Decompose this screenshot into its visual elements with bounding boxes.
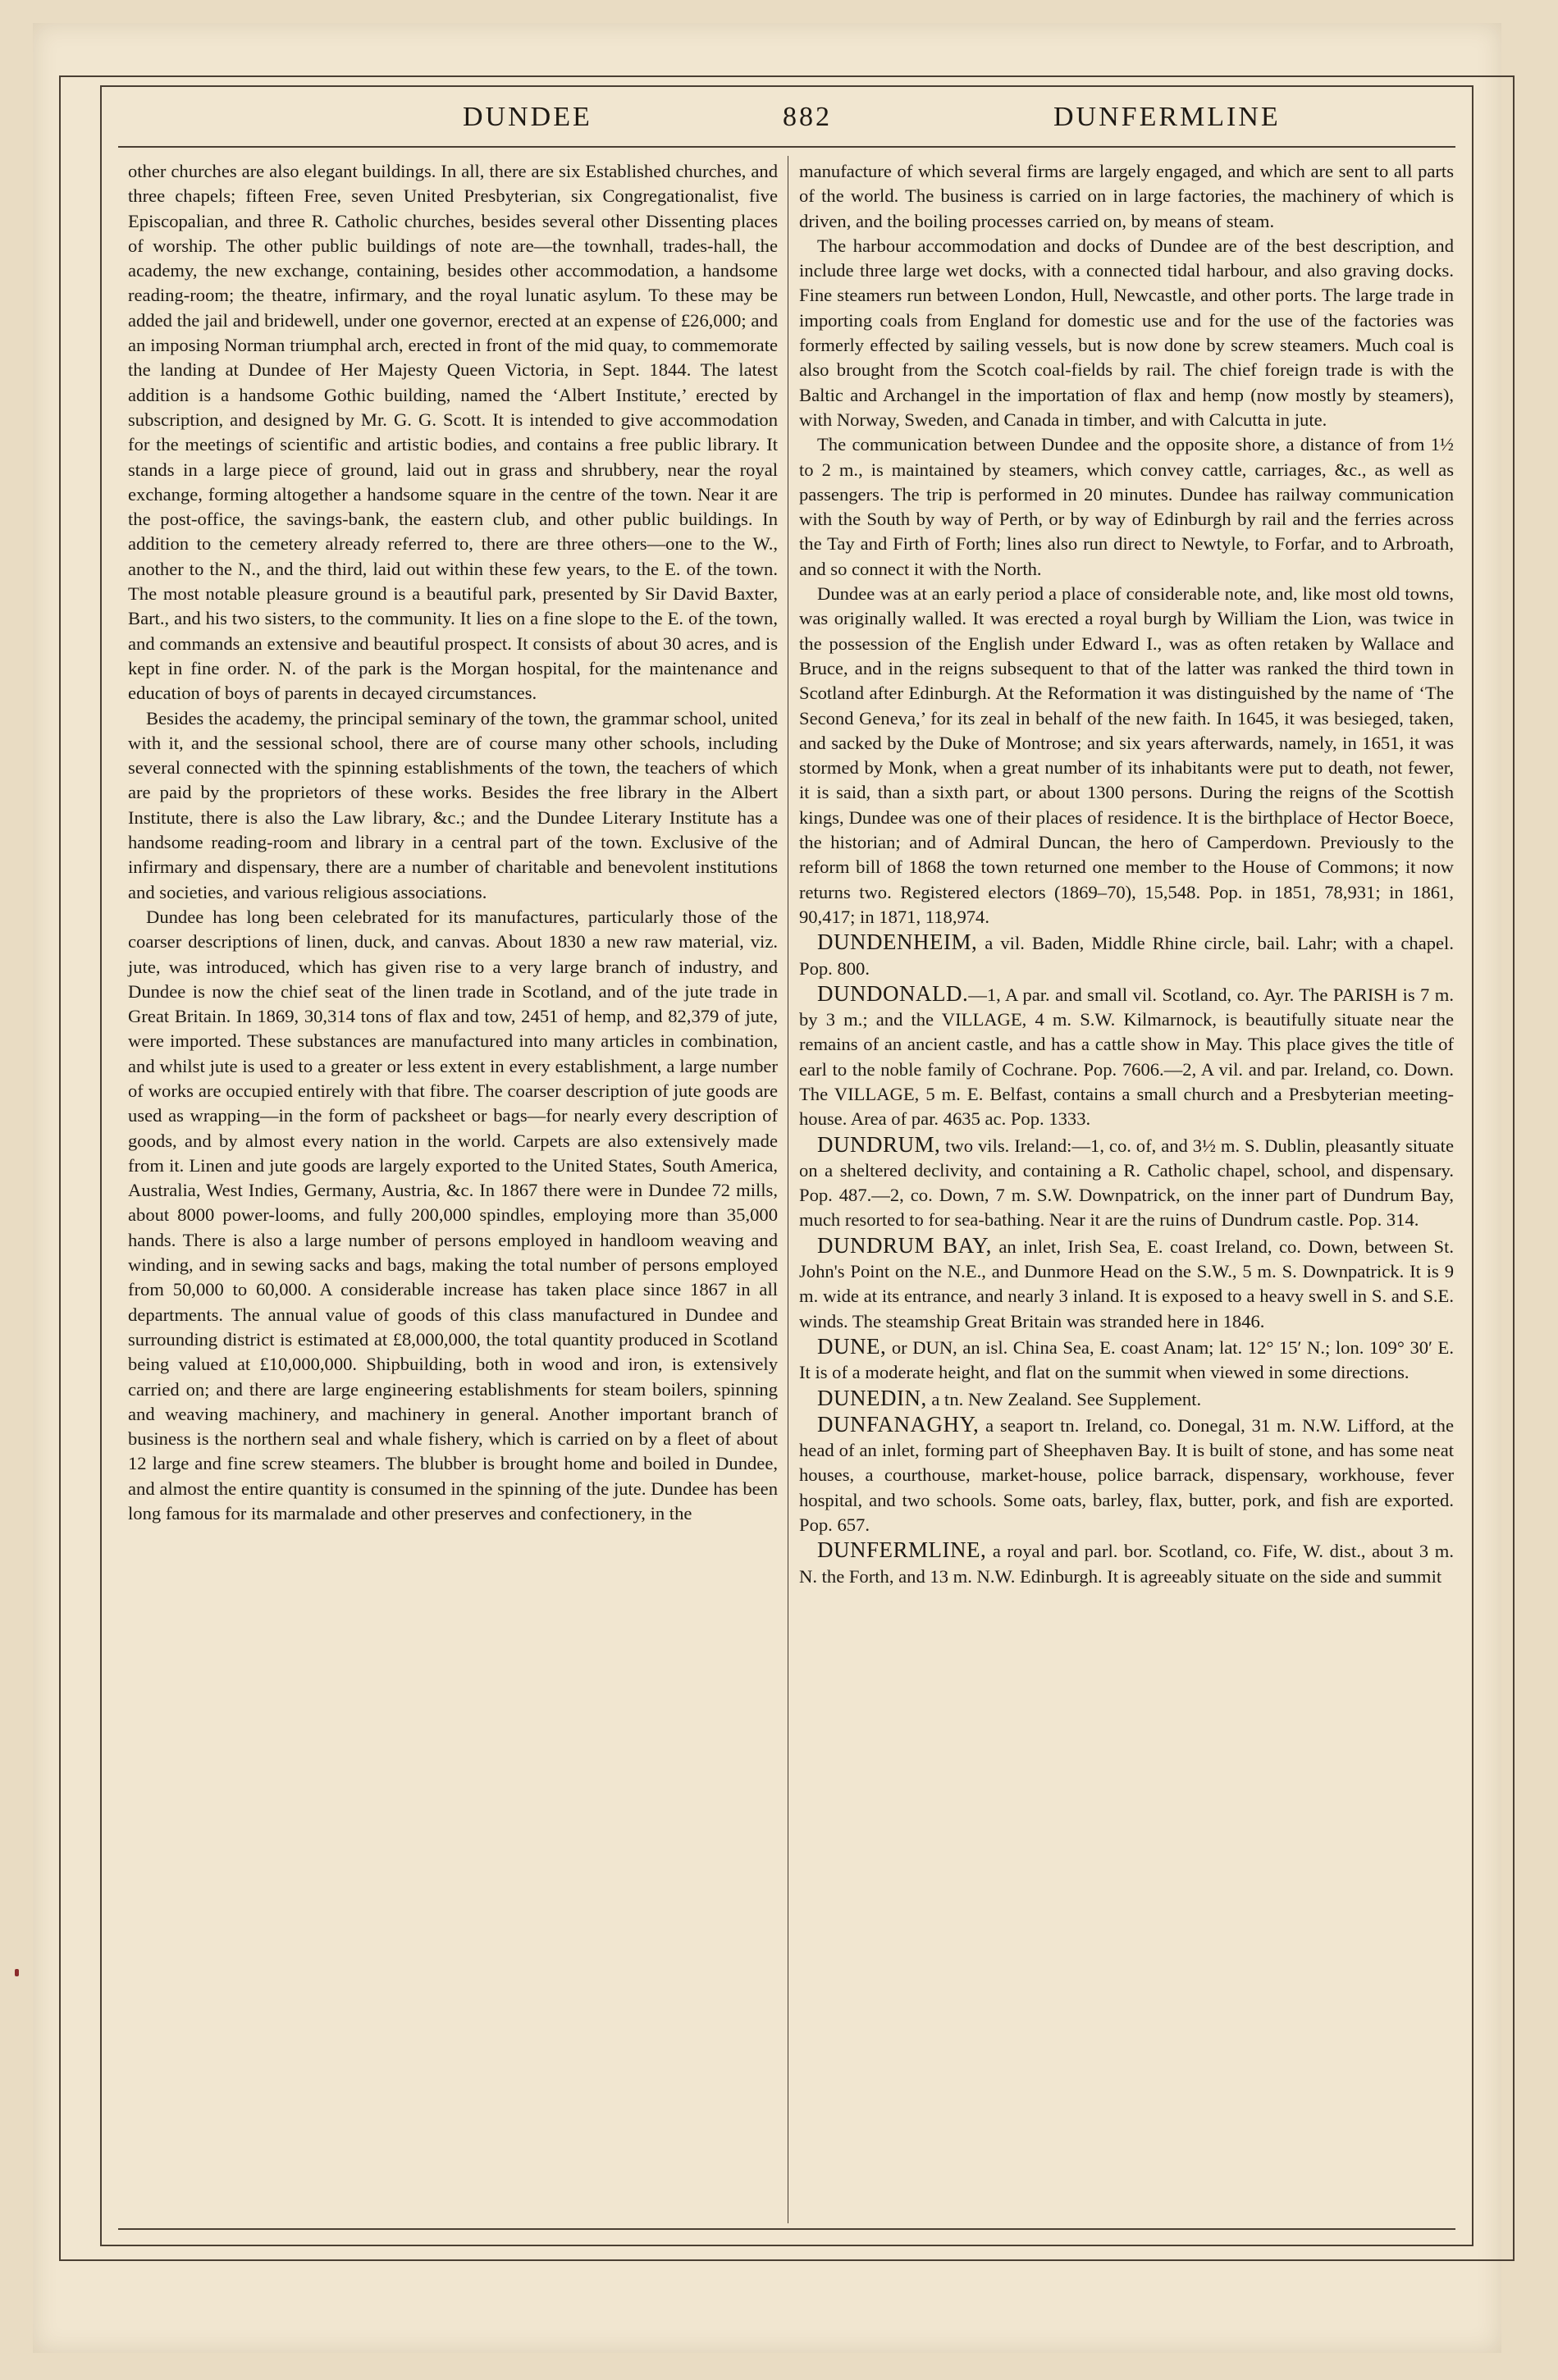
gazetteer-entry bbox=[799, 1132, 1454, 1233]
page-number: 882 bbox=[783, 102, 832, 132]
right-paragraph-2: The harbour accommodation and docks of Dundee are of the best description, and include three large wet docks, with a connected tidal harbour, and also graving docks. Fine steamers run between London, Hull, Newcastle, and other ports. The large trade in importing coals from England for domestic use and for the use of the factories was formerly effected by sailing vessels, but is now done by screw steamers. Much coal is also brought from the Scotch coal-fields by rail. The chief foreign trade is with the Baltic and Archangel in the importation of flax and hemp (now mostly by steamers), with Norway, Sweden, and Canada in timber, and with Calcutta in jute. bbox=[799, 235, 1454, 430]
entry-headword: DUNDRUM, bbox=[817, 1131, 941, 1157]
page-border-inner bbox=[100, 85, 1473, 2246]
running-header bbox=[102, 87, 1472, 144]
right-paragraph-3: The communication between Dundee and the opposite shore, a distance of from 1½ to 2 m., is maintained by steamers, which convey cattle, carriages, &c., as well as passengers. The trip is performed in 20 minutes. Dundee has railway communication with the South by way of Perth, or by way of Edinburgh by rail and the ferries across the Tay and Firth of Forth; lines also run direct to Newtyle, to Forfar, and to Arbroath, and so connect it with the North. bbox=[799, 434, 1454, 579]
entry-headword: DUNFANAGHY, bbox=[817, 1411, 980, 1437]
entry-headword: DUNDONALD. bbox=[817, 980, 969, 1006]
entry-text: —1, A par. and small vil. Scotland, co. Ayr. The PARISH is 7 m. by 3 m.; and the VILLAGE, 4 m. S.W. Kilmarnock, is beautifully situate near the remains of an ancient castle, and has a cattle show in May. This place gives the title of earl to the noble family of Cochrane. Pop. 7606.—2, A vil. and par. Ireland, co. Down. The VILLAGE, 5 m. E. Belfast, contains a small church and a Presbyterian meeting-house. Area of par. 4635 ac. Pop. 1333. bbox=[799, 984, 1454, 1130]
right-paragraph-4: Dundee was at an early period a place of considerable note, and, like most old towns, was originally walled. It was erected a royal burgh by William the Lion, was twice in the possession of the English under Edward I., was as often retaken by Wallace and Bruce, and in the reigns subsequent to that of the latter was ranked the third town in Scotland after Edinburgh. At the Reformation it was distinguished by the name of ‘The Second Geneva,’ for its zeal in behalf of the new faith. In 1645, it was besieged, taken, and sacked by the Duke of Montrose; and six years afterwards, namely, in 1651, it was stormed by Monk, when a great number of its inhabitants were put to death, not fewer, it is said, than a sixth part, or about 1300 persons. During the reigns of the Scottish kings, Dundee was one of their places of residence. It is the birthplace of Hector Boece, the historian; and of Admiral Duncan, the hero of Camperdown. Previously to the reform bill of 1868 the town returned one member to the House of Commons; it now returns two. Registered electors (1869–70), 15,548. Pop. in 1851, 78,931; in 1861, 90,417; in 1871, 118,974. bbox=[799, 583, 1454, 927]
gazetteer-entry bbox=[799, 930, 1454, 981]
left-paragraph-2: Besides the academy, the principal seminary of the town, the grammar school, united with it, and the sessional school, there are of course many other schools, including several connected with the spinning establishments of the town, the teachers of which are paid by the proprietors of these works. Besides the free library in the Albert Institute, there is also the Law library, &c.; and the Dundee Literary Institute has a handsome reading-room and library in a central part of the town. Exclusive of the infirmary and dispensary, there are a number of charitable and benevolent institutions and societies, and various religious associations. bbox=[128, 707, 778, 902]
entry-text: a seaport tn. Ireland, co. Donegal, 31 m. N.W. Lifford, at the head of an inlet, forming part of Sheephaven Bay. It is built of stone, and has some neat houses, a courthouse, market-house, police barrack, dispensary, workhouse, fever hospital, and two schools. Some oats, barley, flax, butter, pork, and fish are exported. Pop. 657. bbox=[799, 1414, 1454, 1536]
entry-headword: DUNDENHEIM, bbox=[817, 930, 978, 955]
gazetteer-entry bbox=[799, 1334, 1454, 1386]
left-paragraph-1: other churches are also elegant buildings. In all, there are six Established churches, and three chapels; fifteen Free, seven United Presbyterian, six Congregationalist, five Episcopalian, and three R. Catholic churches, besides several other Dissenting places of worship. The other public buildings of note are—the townhall, trades-hall, the academy, the new exchange, containing, besides other accommodation, a handsome reading-room; the theatre, infirmary, and the royal lunatic asylum. To these may be added the jail and bridewell, under one governor, erected at an expense of £26,000; and an imposing Norman triumphal arch, erected in front of the mid quay, to commemorate the landing at Dundee of Her Majesty Queen Victoria, in Sept. 1844. The latest addition is a handsome Gothic building, named the ‘Albert Institute,’ erected by subscription, and designed by Mr. G. G. Scott. It is intended to give accommodation for the meetings of scientific and artistic bodies, and contains a free public library. It stands in a large piece of ground, laid out in grass and shrubbery, near the royal exchange, forming altogether a handsome square in the centre of the town. Near it are the post-office, the savings-bank, the eastern club, and other public buildings. In addition to the cemetery already referred to, there are three others—one to the W., another to the N., and the third, laid out within these few years, to the E. of the town. The most notable pleasure ground is a beautiful park, presented by Sir David Baxter, Bart., and his two sisters, to the community. It lies on a fine slope to the E. of the town, and commands an extensive and beautiful prospect. It consists of about 30 acres, and is kept in fine order. N. of the park is the Morgan hospital, for the maintenance and education of boys of parents in decayed circumstances. bbox=[128, 161, 778, 704]
entry-headword: DUNDRUM BAY, bbox=[817, 1232, 992, 1258]
header-left-word: DUNDEE bbox=[463, 102, 592, 132]
entry-text: two vils. Ireland:—1, co. of, and 3½ m. S. Dublin, pleasantly situate on a sheltered declivity, and containing a R. Catholic chapel, school, and dispensary. Pop. 487.—2, co. Down, 7 m. S.W. Downpatrick, on the inner part of Dundrum Bay, much resorted to for sea-bathing. Near it are the ruins of Dundrum castle. Pop. 314. bbox=[799, 1135, 1454, 1231]
page-border-outer bbox=[59, 75, 1515, 2261]
gazetteer-entry bbox=[799, 1233, 1454, 1334]
entry-headword: DUNE, bbox=[817, 1333, 887, 1359]
gazetteer-entry bbox=[799, 1386, 1454, 1412]
entry-headword: DUNEDIN, bbox=[817, 1385, 927, 1410]
bottom-rule bbox=[118, 2228, 1455, 2230]
gazetteer-entry bbox=[799, 981, 1454, 1132]
entry-text: a tn. New Zealand. See Supplement. bbox=[926, 1388, 1202, 1409]
left-column bbox=[128, 159, 778, 1526]
ink-speck bbox=[15, 1969, 19, 1976]
header-rule bbox=[118, 146, 1455, 148]
entry-text: a vil. Baden, Middle Rhine circle, bail. Lahr; with a chapel. Pop. 800. bbox=[799, 933, 1454, 979]
right-paragraph-1: manufacture of which several firms are largely engaged, and which are sent to all parts of the world. The business is carried on in large factories, the machinery of which is driven, and the boiling processes carried on, by means of steam. bbox=[799, 161, 1454, 231]
right-column bbox=[799, 159, 1454, 1589]
gazetteer-entry bbox=[799, 1412, 1454, 1537]
header-right-word: DUNFERMLINE bbox=[1053, 102, 1281, 132]
entry-headword: DUNFERMLINE, bbox=[817, 1537, 987, 1563]
entry-text: or DUN, an isl. China Sea, E. coast Anam; lat. 12° 15′ N.; lon. 109° 30′ E. It is of a moderate height, and flat on the summit when viewed in some directions. bbox=[799, 1336, 1454, 1383]
left-paragraph-3: Dundee has long been celebrated for its manufactures, particularly those of the coarser descriptions of linen, duck, and canvas. About 1830 a new raw material, viz. jute, was introduced, which has given rise to a very large branch of industry, and Dundee is now the chief seat of the linen trade in Scotland, and of the jute trade in Great Britain. In 1869, 30,314 tons of flax and tow, 2451 of hemp, and 82,379 of jute, were imported. These substances are manufactured into many articles in combination, and whilst jute is used to a greater or less extent in every establishment, a large number of works are occupied entirely with that fibre. The coarser description of jute goods are used as wrapping—in the form of packsheet or bags—for nearly every description of goods, and by almost every nation in the world. Carpets are also extensively made from it. Linen and jute goods are largely exported to the United States, South America, Australia, West Indies, Germany, Austria, &c. In 1867 there were in Dundee 72 mills, about 8000 power-looms, and fully 200,000 spindles, employing more than 35,000 hands. There is also a large number of persons employed in handloom weaving and winding, and in sewing sacks and bags, making the total number of persons employed from 50,000 to 60,000. A considerable increase has taken place since 1867 in all departments. The annual value of goods of this class manufactured in Dundee and surrounding district is estimated at £8,000,000, the total quantity produced in Scotland being valued at £10,000,000. Shipbuilding, both in wood and iron, is extensively carried on; and there are large engineering establishments for steam boilers, spinning and weaving machinery, and machinery in general. Another important branch of business is the northern seal and whale fishery, which is carried on by a fleet of about 12 large and fine screw steamers. The blubber is brought home and boiled in Dundee, and almost the entire quantity is consumed in the spinning of the jute. Dundee has been long famous for its marmalade and other preserves and confectionery, in the bbox=[128, 906, 778, 1524]
gazetteer-entry bbox=[799, 1537, 1454, 1589]
entry-text: an inlet, Irish Sea, E. coast Ireland, co. Down, between St. John's Point on the N.E., and Dunmore Head on the S.W., 5 m. S. Downpatrick. It is 9 m. wide at its entrance, and nearly 3 inland. It is exposed to a heavy swell in S. and S.E. winds. The steamship Great Britain was stranded here in 1846. bbox=[799, 1236, 1454, 1332]
entry-text: a royal and parl. bor. Scotland, co. Fife, W. dist., about 3 m. N. the Forth, and 13 m. N.W. Edinburgh. It is agreeably situate on the side and summit bbox=[799, 1541, 1454, 1587]
